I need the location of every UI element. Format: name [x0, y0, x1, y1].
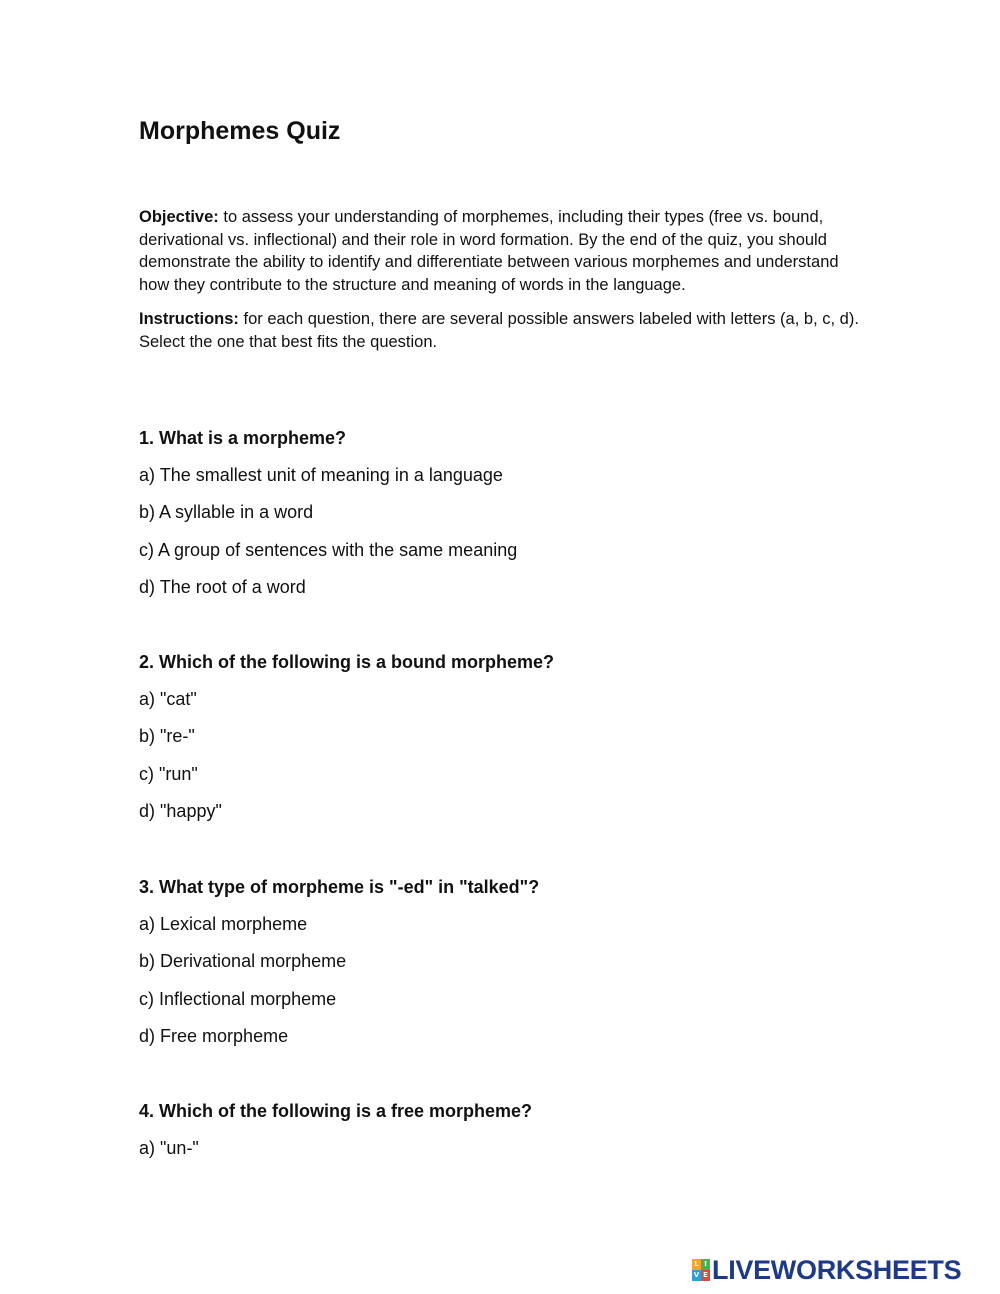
option-2c[interactable]	[139, 762, 899, 786]
option-text: Lexical morpheme	[160, 914, 308, 934]
option-letter: b)	[139, 726, 156, 747]
liveworksheets-logo	[692, 1256, 961, 1284]
option-1a[interactable]	[139, 463, 899, 487]
option-text: The root of a word	[159, 577, 306, 598]
intro-section	[139, 206, 864, 365]
option-text: The smallest unit of meaning in a language	[159, 465, 503, 485]
option-text: A syllable in a word	[159, 502, 314, 523]
option-letter: a)	[139, 914, 156, 934]
question-text: 2. Which of the following is a bound morpheme?	[139, 652, 554, 672]
objective-paragraph	[139, 206, 864, 296]
option-2a[interactable]	[139, 687, 899, 711]
option-letter: d)	[139, 577, 156, 598]
question-4	[139, 1099, 899, 1173]
option-letter: a)	[139, 689, 156, 709]
option-4a[interactable]	[139, 1136, 899, 1160]
option-3a[interactable]	[139, 912, 899, 936]
option-1d[interactable]	[139, 575, 899, 599]
objective-label: Objective:	[139, 208, 219, 226]
question-text: 3. What type of morpheme is "-ed" in "talked"?	[139, 877, 540, 897]
brand-name: LIVEWORKSHEETS	[712, 1255, 962, 1285]
option-text: "run"	[159, 763, 198, 784]
instructions-paragraph	[139, 308, 864, 353]
live-icon	[692, 1259, 710, 1281]
option-3d[interactable]	[139, 1024, 899, 1048]
option-text: Derivational morpheme	[160, 951, 347, 972]
option-text: Inflectional morpheme	[159, 988, 337, 1009]
question-text: 4. Which of the following is a free morpheme?	[139, 1101, 533, 1121]
question-2	[139, 650, 899, 837]
option-text: A group of sentences with the same meaning	[158, 539, 518, 560]
option-1b[interactable]	[139, 500, 899, 524]
option-letter: c)	[139, 539, 154, 560]
live-icon-letter: V	[693, 1271, 700, 1279]
question-text: 1. What is a morpheme?	[139, 428, 347, 448]
instructions-text: for each question, there are several possible answers labeled with letters (a, b, c, d). Select the one that best fits the question.	[139, 310, 859, 351]
option-letter: a)	[139, 465, 156, 485]
live-icon-letter: I	[701, 1259, 710, 1270]
option-letter: c)	[139, 988, 154, 1009]
option-3b[interactable]	[139, 949, 899, 973]
option-text: "happy"	[160, 801, 222, 822]
option-letter: b)	[139, 951, 156, 972]
option-text: "un-"	[160, 1138, 199, 1158]
option-letter: d)	[139, 801, 156, 822]
option-1c[interactable]	[139, 538, 899, 562]
instructions-label: Instructions:	[139, 310, 239, 328]
live-icon-letter: L	[692, 1259, 701, 1270]
live-icon-letter: E	[701, 1270, 710, 1281]
option-2b[interactable]	[139, 724, 899, 748]
option-letter: c)	[139, 763, 154, 784]
option-letter: d)	[139, 1026, 156, 1047]
question-1	[139, 426, 899, 613]
option-text: "re-"	[160, 726, 195, 747]
option-text: "cat"	[160, 689, 197, 709]
option-2d[interactable]	[139, 799, 899, 823]
option-3c[interactable]	[139, 987, 899, 1011]
question-3	[139, 875, 899, 1062]
page-title: Morphemes Quiz	[139, 117, 341, 145]
objective-text: to assess your understanding of morphemes, including their types (free vs. bound, derivational vs. inflectional) and their role in word formation. By the end of the quiz, you should demonstrate the ability to identify and differentiate between various morphemes and understand how they contribute to the structure and meaning of words in the language.	[139, 208, 839, 294]
option-letter: a)	[139, 1138, 156, 1158]
option-text: Free morpheme	[160, 1026, 289, 1047]
option-letter: b)	[139, 502, 156, 523]
